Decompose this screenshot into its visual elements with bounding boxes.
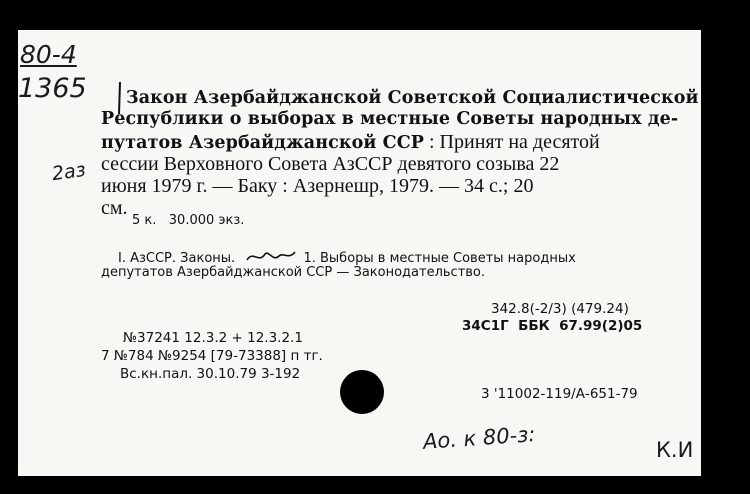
body-line-2: июня 1979 г. — Баку : Азернешр, 1979. — 34 с.; 20 <box>101 175 534 197</box>
udc-index: 342.8(-2/3) (479.24) <box>491 301 629 317</box>
punch-hole <box>340 370 384 414</box>
title-line-1: Закон Азербайджанской Советской Социалистической <box>126 88 699 108</box>
title-line-2: Республики о выборах в местные Советы народных де- <box>101 109 679 129</box>
print-code-1: №37241 12.3.2 + 12.3.2.1 <box>123 330 303 346</box>
shelf-mark-top: 80-4 <box>20 40 77 69</box>
bottom-note: Ао. к 80-з: <box>422 422 537 454</box>
print-code-2: 7 №784 №9254 [79-73388] п тг. <box>101 348 323 364</box>
tracing-prefix: I. АзССР. Законы. <box>118 251 236 266</box>
tracing-handwritten-mark <box>245 248 297 266</box>
print-code-3: Вс.кн.пал. 30.10.79 3-192 <box>120 366 301 382</box>
bbk-index: 34С1Г ББК 67.99(2)05 <box>462 318 643 334</box>
card-code: 3 '11002-119/А-651-79 <box>481 386 638 402</box>
tracing-line-2: депутатов Азербайджанской ССР — Законодательство. <box>101 265 486 280</box>
shelf-mark-bottom: 1365 <box>18 73 87 104</box>
tracing-suffix: 1. Выборы в местные Советы народных <box>303 251 576 266</box>
tracing-line-1 <box>118 248 576 266</box>
corner-initials: К.И <box>656 438 694 462</box>
price-run: 5 к. 30.000 экз. <box>132 213 245 228</box>
title-line-3-bold: путатов Азербайджанской ССР <box>101 133 424 153</box>
title-line-3 <box>101 132 600 153</box>
margin-note: 2аз <box>50 158 88 186</box>
body-line-3: см. <box>101 197 128 219</box>
title-line-3-tail: : Принят на десятой <box>423 131 600 153</box>
body-line-1: сессии Верховного Совета АзССР девятого созыва 22 <box>101 153 560 175</box>
